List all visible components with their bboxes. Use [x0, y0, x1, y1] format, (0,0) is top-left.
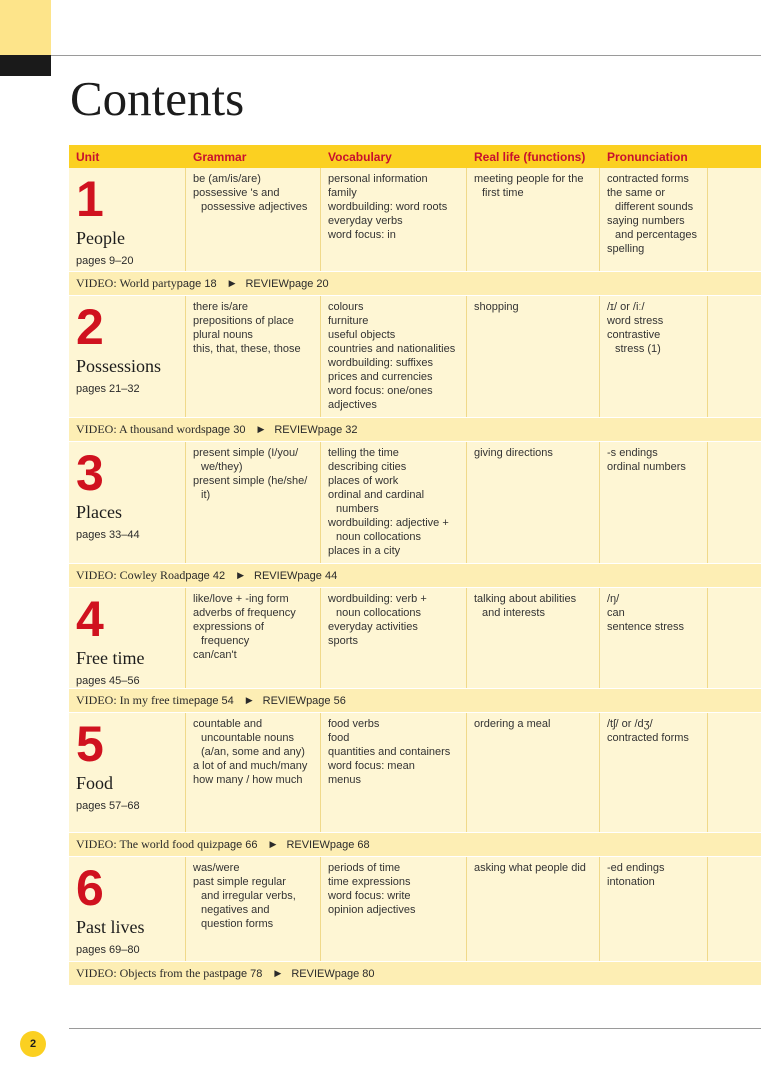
cell-line: numbers [336, 503, 379, 515]
video-page: page 54 [193, 694, 234, 707]
unit-row [69, 713, 761, 832]
cell-line: present simple (he/she/ [193, 475, 308, 487]
real-life-cell [467, 442, 600, 563]
cell-line: ordinal and cardinal [328, 489, 425, 501]
cell-line: frequency [201, 635, 250, 647]
arrow-right-icon: ▶ [257, 424, 265, 434]
cell-line: negatives and [201, 904, 270, 916]
cell-line: first time [482, 187, 524, 199]
unit-number: 1 [76, 171, 104, 227]
cell-line: expressions of [193, 621, 264, 633]
video-label: VIDEO: A thousand words [76, 422, 206, 436]
video-review-bar [69, 961, 761, 986]
spacer-cell [708, 168, 761, 271]
cell-line: time expressions [328, 876, 411, 888]
cell-line: ordering a meal [474, 718, 551, 730]
cell-line: stress (1) [615, 343, 661, 355]
cell-line: ordinal numbers [607, 461, 686, 473]
cell-line: word focus: in [328, 229, 396, 241]
cell-line: we/they) [201, 461, 243, 473]
arrow-right-icon: ▶ [245, 695, 253, 705]
real-life-cell [467, 168, 600, 271]
cell-line: quantities and containers [328, 746, 451, 758]
video-review-bar [69, 832, 761, 857]
cell-line: telling the time [328, 447, 399, 459]
cell-line: countries and nationalities [328, 343, 456, 355]
cell-line: furniture [328, 315, 369, 327]
spacer-cell [708, 588, 761, 688]
cell-line: wordbuilding: adjective + [328, 517, 449, 529]
review-label: REVIEW [291, 967, 335, 980]
header-real-life: Real life (functions) [474, 149, 586, 164]
cell-line: contracted forms [607, 732, 689, 744]
unit-pages: pages 57–68 [76, 800, 140, 812]
real-life-cell [467, 857, 600, 961]
unit-row [69, 442, 761, 563]
cell-line: possessive 's and [193, 187, 280, 199]
grammar-cell [186, 857, 321, 961]
unit-number: 6 [76, 860, 104, 916]
video-page: page 78 [222, 967, 263, 980]
bottom-rule [69, 1028, 761, 1029]
video-page: page 66 [217, 838, 258, 851]
cell-line: /ŋ/ [607, 593, 620, 605]
grammar-cell [186, 168, 321, 271]
cell-line: everyday activities [328, 621, 418, 633]
cell-line: past simple regular [193, 876, 286, 888]
cell-line: asking what people did [474, 862, 586, 874]
cell-line: countable and [193, 718, 263, 730]
cell-line: plural nouns [193, 329, 253, 341]
cell-line: and percentages [615, 229, 697, 241]
corner-yellow-block [0, 0, 51, 55]
cell-line: can/can't [193, 649, 237, 661]
cell-line: possessive adjectives [201, 201, 308, 213]
cell-line: word focus: write [328, 890, 411, 902]
pronunciation-cell [600, 442, 708, 563]
unit-cell [69, 588, 186, 688]
review-page: page 20 [288, 277, 329, 290]
cell-line: food [328, 732, 350, 744]
cell-line: prices and currencies [328, 371, 433, 383]
review-label: REVIEW [245, 277, 289, 290]
cell-line: like/love + -ing form [193, 593, 289, 605]
cell-line: the same or [607, 187, 666, 199]
review-label: REVIEW [254, 569, 298, 582]
pronunciation-cell [600, 588, 708, 688]
cell-line: and irregular verbs, [201, 890, 296, 902]
cell-line: there is/are [193, 301, 249, 313]
top-rule [51, 55, 761, 56]
real-life-cell [467, 588, 600, 688]
video-page: page 30 [205, 423, 246, 436]
cell-line: menus [328, 774, 362, 786]
unit-cell [69, 713, 186, 832]
spacer-cell [708, 713, 761, 832]
video-review-bar [69, 417, 761, 442]
header-grammar: Grammar [193, 149, 247, 164]
cell-line: wordbuilding: suffixes [328, 357, 433, 369]
cell-line: word stress [607, 315, 664, 327]
spacer-cell [708, 442, 761, 563]
video-label: VIDEO: Objects from the past [76, 966, 223, 980]
cell-line: noun collocations [336, 531, 422, 543]
unit-pages: pages 9–20 [76, 255, 134, 267]
arrow-right-icon: ▶ [228, 278, 236, 288]
cell-line: /tʃ/ or /dʒ/ [607, 718, 653, 730]
cell-line: opinion adjectives [328, 904, 416, 916]
video-review-bar [69, 688, 761, 713]
pronunciation-cell [600, 296, 708, 417]
unit-row [69, 588, 761, 688]
cell-line: this, that, these, those [193, 343, 301, 355]
review-label: REVIEW [262, 694, 307, 707]
unit-name: Places [76, 502, 122, 522]
cell-line: prepositions of place [193, 315, 294, 327]
unit-cell [69, 857, 186, 961]
review-page: page 44 [297, 569, 338, 582]
video-review-bar [69, 271, 761, 296]
pronunciation-cell [600, 857, 708, 961]
review-page: page 68 [329, 838, 370, 851]
cell-line: can [607, 607, 625, 619]
cell-line: food verbs [328, 718, 380, 730]
cell-line: shopping [474, 301, 519, 313]
cell-line: meeting people for the [474, 173, 584, 185]
video-label: VIDEO: In my free time [76, 693, 194, 707]
header-unit: Unit [76, 149, 100, 164]
vocabulary-cell [321, 588, 467, 688]
cell-line: a lot of and much/many [193, 760, 308, 772]
unit-pages: pages 33–44 [76, 529, 140, 541]
unit-name: Food [76, 773, 114, 793]
cell-line: describing cities [328, 461, 407, 473]
cell-line: how many / how much [193, 774, 303, 786]
cell-line: places of work [328, 475, 399, 487]
cell-line: present simple (I/you/ [193, 447, 299, 459]
unit-cell [69, 168, 186, 271]
cell-line: giving directions [474, 447, 553, 459]
cell-line: and interests [482, 607, 545, 619]
cell-line: contracted forms [607, 173, 689, 185]
cell-line: places in a city [328, 545, 401, 557]
video-page: page 42 [185, 569, 226, 582]
cell-line: sentence stress [607, 621, 685, 633]
unit-name: Past lives [76, 917, 145, 937]
cell-line: everyday verbs [328, 215, 403, 227]
review-label: REVIEW [274, 423, 318, 436]
unit-row [69, 296, 761, 417]
table-header [69, 145, 761, 168]
cell-line: family [328, 187, 357, 199]
vocabulary-cell [321, 857, 467, 961]
cell-line: useful objects [328, 329, 396, 341]
unit-name: People [76, 228, 125, 248]
grammar-cell [186, 588, 321, 688]
cell-line: spelling [607, 243, 645, 255]
cell-line: intonation [607, 876, 655, 888]
video-review-bar [69, 563, 761, 588]
unit-pages: pages 21–32 [76, 383, 140, 395]
unit-pages: pages 45–56 [76, 675, 140, 687]
cell-line: adjectives [328, 399, 377, 411]
pronunciation-cell [600, 713, 708, 832]
cell-line: periods of time [328, 862, 401, 874]
unit-cell [69, 296, 186, 417]
grammar-cell [186, 713, 321, 832]
video-label: VIDEO: Cowley Road [76, 568, 186, 582]
header-vocabulary: Vocabulary [328, 149, 392, 164]
arrow-right-icon: ▶ [274, 968, 282, 978]
cell-line: colours [328, 301, 364, 313]
cell-line: wordbuilding: verb + [328, 593, 427, 605]
corner-black-tab [0, 55, 51, 76]
cell-line: sports [328, 635, 358, 647]
unit-number: 2 [76, 299, 104, 355]
cell-line: -ed endings [607, 862, 665, 874]
video-page: page 18 [176, 277, 217, 290]
vocabulary-cell [321, 296, 467, 417]
spacer-cell [708, 857, 761, 961]
cell-line: word focus: mean [328, 760, 415, 772]
unit-row [69, 168, 761, 271]
unit-pages: pages 69–80 [76, 944, 140, 956]
cell-line: it) [201, 489, 211, 501]
review-page: page 32 [317, 423, 358, 436]
cell-line: (a/an, some and any) [201, 746, 305, 758]
unit-name: Free time [76, 648, 145, 668]
vocabulary-cell [321, 713, 467, 832]
grammar-cell [186, 442, 321, 563]
cell-line: question forms [201, 918, 274, 930]
unit-name: Possessions [76, 356, 162, 376]
review-page: page 80 [334, 967, 375, 980]
cell-line: wordbuilding: word roots [328, 201, 448, 213]
cell-line: personal information [328, 173, 428, 185]
cell-line: saying numbers [607, 215, 685, 227]
video-label: VIDEO: World party [76, 276, 177, 290]
cell-line: noun collocations [336, 607, 422, 619]
cell-line: different sounds [615, 201, 694, 213]
unit-number: 4 [76, 591, 104, 647]
review-page: page 56 [306, 694, 346, 707]
cell-line: word focus: one/ones [328, 385, 433, 397]
real-life-cell [467, 713, 600, 832]
arrow-right-icon: ▶ [237, 570, 245, 580]
unit-number: 5 [76, 716, 104, 772]
real-life-cell [467, 296, 600, 417]
grammar-cell [186, 296, 321, 417]
pronunciation-cell [600, 168, 708, 271]
unit-row [69, 857, 761, 961]
cell-line: be (am/is/are) [193, 173, 261, 185]
cell-line: contrastive [607, 329, 661, 341]
cell-line: /ɪ/ or /iː/ [607, 301, 645, 313]
cell-line: -s endings [607, 447, 658, 459]
arrow-right-icon: ▶ [269, 839, 277, 849]
review-label: REVIEW [286, 838, 330, 851]
page-title: Contents [70, 71, 245, 126]
video-label: VIDEO: The world food quiz [76, 837, 218, 851]
unit-cell [69, 442, 186, 563]
vocabulary-cell [321, 442, 467, 563]
header-pronunciation: Pronunciation [607, 149, 688, 164]
page-number-badge: 2 [20, 1031, 46, 1057]
contents-table [69, 145, 761, 986]
cell-line: adverbs of frequency [193, 607, 296, 619]
spacer-cell [708, 296, 761, 417]
cell-line: was/were [193, 862, 240, 874]
cell-line: talking about abilities [474, 593, 577, 605]
cell-line: uncountable nouns [201, 732, 294, 744]
unit-number: 3 [76, 445, 104, 501]
vocabulary-cell [321, 168, 467, 271]
